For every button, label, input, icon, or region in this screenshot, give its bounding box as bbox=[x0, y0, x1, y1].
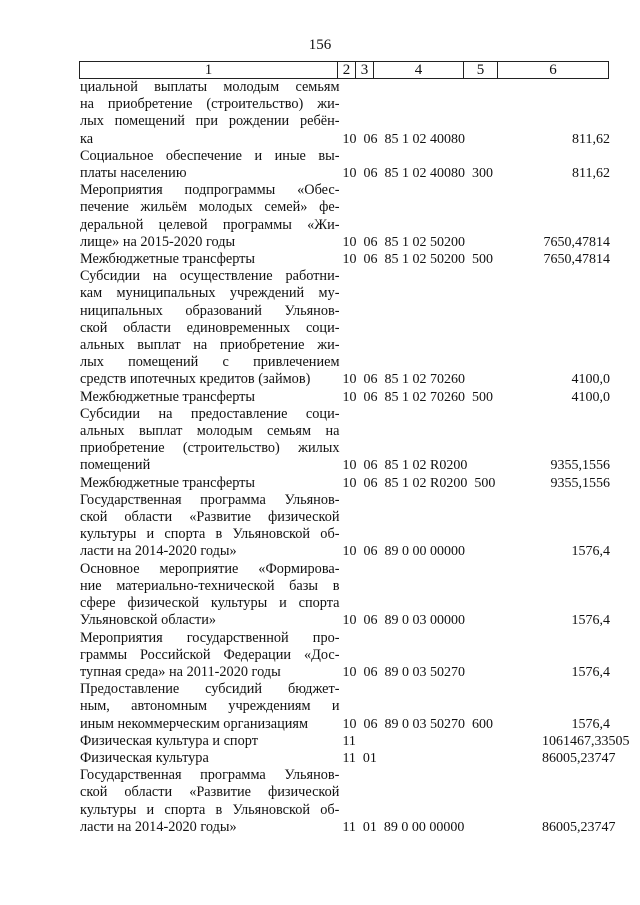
row-description bbox=[80, 268, 340, 388]
row-amount: 7650,47814 bbox=[543, 234, 610, 250]
description-line: ниципальных образований Ульянов- bbox=[80, 302, 340, 319]
row-classification-code: 10 06 85 1 02 70260 bbox=[342, 372, 465, 388]
table-row bbox=[80, 630, 610, 682]
header-col-6: 6 bbox=[549, 62, 557, 78]
row-description bbox=[80, 148, 340, 182]
description-line: Мероприятия подпрограммы «Обес- bbox=[80, 182, 340, 199]
row-amount: 4100,0 bbox=[571, 372, 610, 388]
row-amount: 1061467,33505 bbox=[542, 733, 630, 749]
description-line: Межбюджетные трансферты bbox=[80, 388, 256, 405]
row-classification-code: 11 01 bbox=[342, 750, 377, 766]
description-line: ласти на 2014-2020 годы» bbox=[80, 543, 237, 560]
header-col-1: 1 bbox=[80, 62, 338, 78]
row-description bbox=[80, 251, 340, 268]
table-row bbox=[80, 767, 616, 836]
description-line: Субсидии на осуществление работни- bbox=[80, 268, 340, 285]
row-classification-code: 10 06 89 0 03 00000 bbox=[342, 613, 465, 629]
table-row bbox=[80, 182, 610, 251]
table-row bbox=[80, 268, 610, 388]
description-line: печение жильём молодых семей» фе- bbox=[80, 199, 340, 216]
table-row bbox=[80, 681, 610, 733]
row-description bbox=[80, 389, 340, 406]
row-description bbox=[80, 561, 340, 630]
description-line: Государственная программа Ульянов- bbox=[80, 491, 340, 508]
description-line: средств ипотечных кредитов (займов) bbox=[80, 371, 311, 388]
description-line: Межбюджетные трансферты bbox=[80, 474, 256, 491]
row-description bbox=[80, 182, 340, 251]
description-line: ным, автономным учреждениям и bbox=[80, 698, 340, 715]
description-line: тупная среда» на 2011-2020 годы bbox=[80, 663, 281, 680]
description-line: культуры и спорта в Ульяновской об- bbox=[80, 526, 340, 543]
description-line: ка bbox=[80, 130, 94, 147]
description-line: Межбюджетные трансферты bbox=[80, 251, 256, 268]
table-row bbox=[80, 251, 610, 268]
table-row bbox=[80, 749, 616, 767]
description-line: альных выплат на приобретение жи- bbox=[80, 337, 340, 354]
description-line: лых помещений при рождении ребён- bbox=[80, 113, 340, 130]
description-line: Государственная программа Ульянов- bbox=[80, 767, 340, 784]
row-classification-code: 11 bbox=[342, 733, 356, 749]
description-line: сфере физической культуры и спорта bbox=[80, 595, 340, 612]
row-amount: 7650,47814 bbox=[543, 252, 610, 268]
row-classification-code: 10 06 85 1 02 R0200 500 bbox=[342, 475, 496, 491]
description-line: лище» на 2015-2020 годы bbox=[80, 233, 236, 250]
row-classification-code: 10 06 89 0 00 00000 bbox=[342, 544, 465, 560]
description-line: граммы Российской Федерации «Дос- bbox=[80, 646, 340, 663]
description-line: деральной целевой программы «Жи- bbox=[80, 216, 340, 233]
row-description bbox=[80, 681, 340, 733]
row-amount: 86005,23747 bbox=[542, 750, 616, 766]
description-line: иным некоммерческим организациям bbox=[80, 715, 309, 732]
row-amount: 4100,0 bbox=[571, 389, 610, 405]
row-description bbox=[80, 733, 339, 750]
description-line: Физическая культура bbox=[80, 749, 209, 766]
row-classification-code: 10 06 85 1 02 R0200 bbox=[342, 458, 468, 474]
table-row bbox=[80, 389, 610, 406]
row-amount: 1576,4 bbox=[571, 544, 610, 560]
row-amount: 9355,1556 bbox=[550, 458, 610, 474]
row-description bbox=[80, 750, 339, 767]
row-amount: 1576,4 bbox=[571, 716, 610, 732]
row-classification-code: 11 01 89 0 00 00000 bbox=[342, 819, 465, 835]
row-classification-code: 10 06 85 1 02 40080 300 bbox=[342, 166, 493, 182]
row-classification-code: 10 06 89 0 03 50270 bbox=[342, 664, 465, 680]
table-row bbox=[80, 79, 610, 148]
description-line: Субсидии на предоставление соци- bbox=[80, 405, 340, 422]
description-line: помещений bbox=[80, 457, 151, 474]
description-line: Физическая культура и спорт bbox=[80, 732, 258, 749]
page-number: 156 bbox=[308, 37, 332, 53]
row-classification-code: 10 06 85 1 02 70260 500 bbox=[342, 389, 493, 405]
row-description bbox=[80, 475, 340, 492]
description-line: Мероприятия государственной про- bbox=[80, 629, 340, 646]
table-row bbox=[80, 561, 610, 630]
row-amount: 811,62 bbox=[572, 166, 610, 182]
budget-table-body bbox=[80, 79, 630, 836]
row-description bbox=[80, 767, 339, 836]
table-row bbox=[80, 732, 630, 750]
row-classification-code: 10 06 85 1 02 50200 bbox=[342, 234, 465, 250]
description-line: ние материально-технической базы в bbox=[80, 577, 340, 594]
description-line: платы населению bbox=[80, 165, 187, 182]
description-line: культуры и спорта в Ульяновской об- bbox=[80, 801, 340, 818]
header-col-4: 4 bbox=[374, 62, 464, 78]
description-line: лых помещений с привлечением bbox=[80, 354, 340, 371]
row-amount: 1576,4 bbox=[571, 664, 610, 680]
row-classification-code: 10 06 85 1 02 40080 bbox=[342, 131, 465, 147]
description-line: Основное мероприятие «Формирова- bbox=[80, 560, 340, 577]
description-line: ской области единовременных соци- bbox=[80, 319, 340, 336]
table-row bbox=[80, 492, 610, 561]
description-line: Предоставление субсидий бюджет- bbox=[80, 681, 340, 698]
description-line: циальной выплаты молодым семьям bbox=[80, 79, 340, 95]
table-row bbox=[80, 406, 610, 475]
row-amount: 86005,23747 bbox=[542, 819, 616, 835]
table-row bbox=[80, 148, 610, 182]
description-line: кам муниципальных учреждений му- bbox=[80, 285, 340, 302]
row-classification-code: 10 06 89 0 03 50270 600 bbox=[342, 716, 493, 732]
description-line: на приобретение (строительство) жи- bbox=[80, 96, 340, 113]
header-col-5: 5 bbox=[464, 62, 498, 78]
row-amount: 811,62 bbox=[572, 131, 610, 147]
row-description bbox=[80, 406, 340, 475]
row-amount: 9355,1556 bbox=[550, 475, 610, 491]
description-line: приобретение (строительство) жилых bbox=[80, 440, 340, 457]
row-description bbox=[80, 79, 340, 148]
description-line: ласти на 2014-2020 годы» bbox=[80, 818, 237, 835]
table-header bbox=[79, 61, 609, 79]
row-description bbox=[80, 492, 340, 561]
header-col-2: 2 bbox=[338, 62, 356, 78]
description-line: Ульяновской области» bbox=[80, 612, 217, 629]
header-col-3: 3 bbox=[356, 62, 374, 78]
row-amount: 1576,4 bbox=[571, 613, 610, 629]
table-row bbox=[80, 475, 610, 492]
row-classification-code: 10 06 85 1 02 50200 500 bbox=[342, 252, 493, 268]
description-line: Социальное обеспечение и иные вы- bbox=[80, 147, 340, 164]
description-line: ской области «Развитие физической bbox=[80, 784, 340, 801]
description-line: альных выплат молодым семьям на bbox=[80, 423, 340, 440]
row-description bbox=[80, 630, 340, 682]
description-line: ской области «Развитие физической bbox=[80, 509, 340, 526]
